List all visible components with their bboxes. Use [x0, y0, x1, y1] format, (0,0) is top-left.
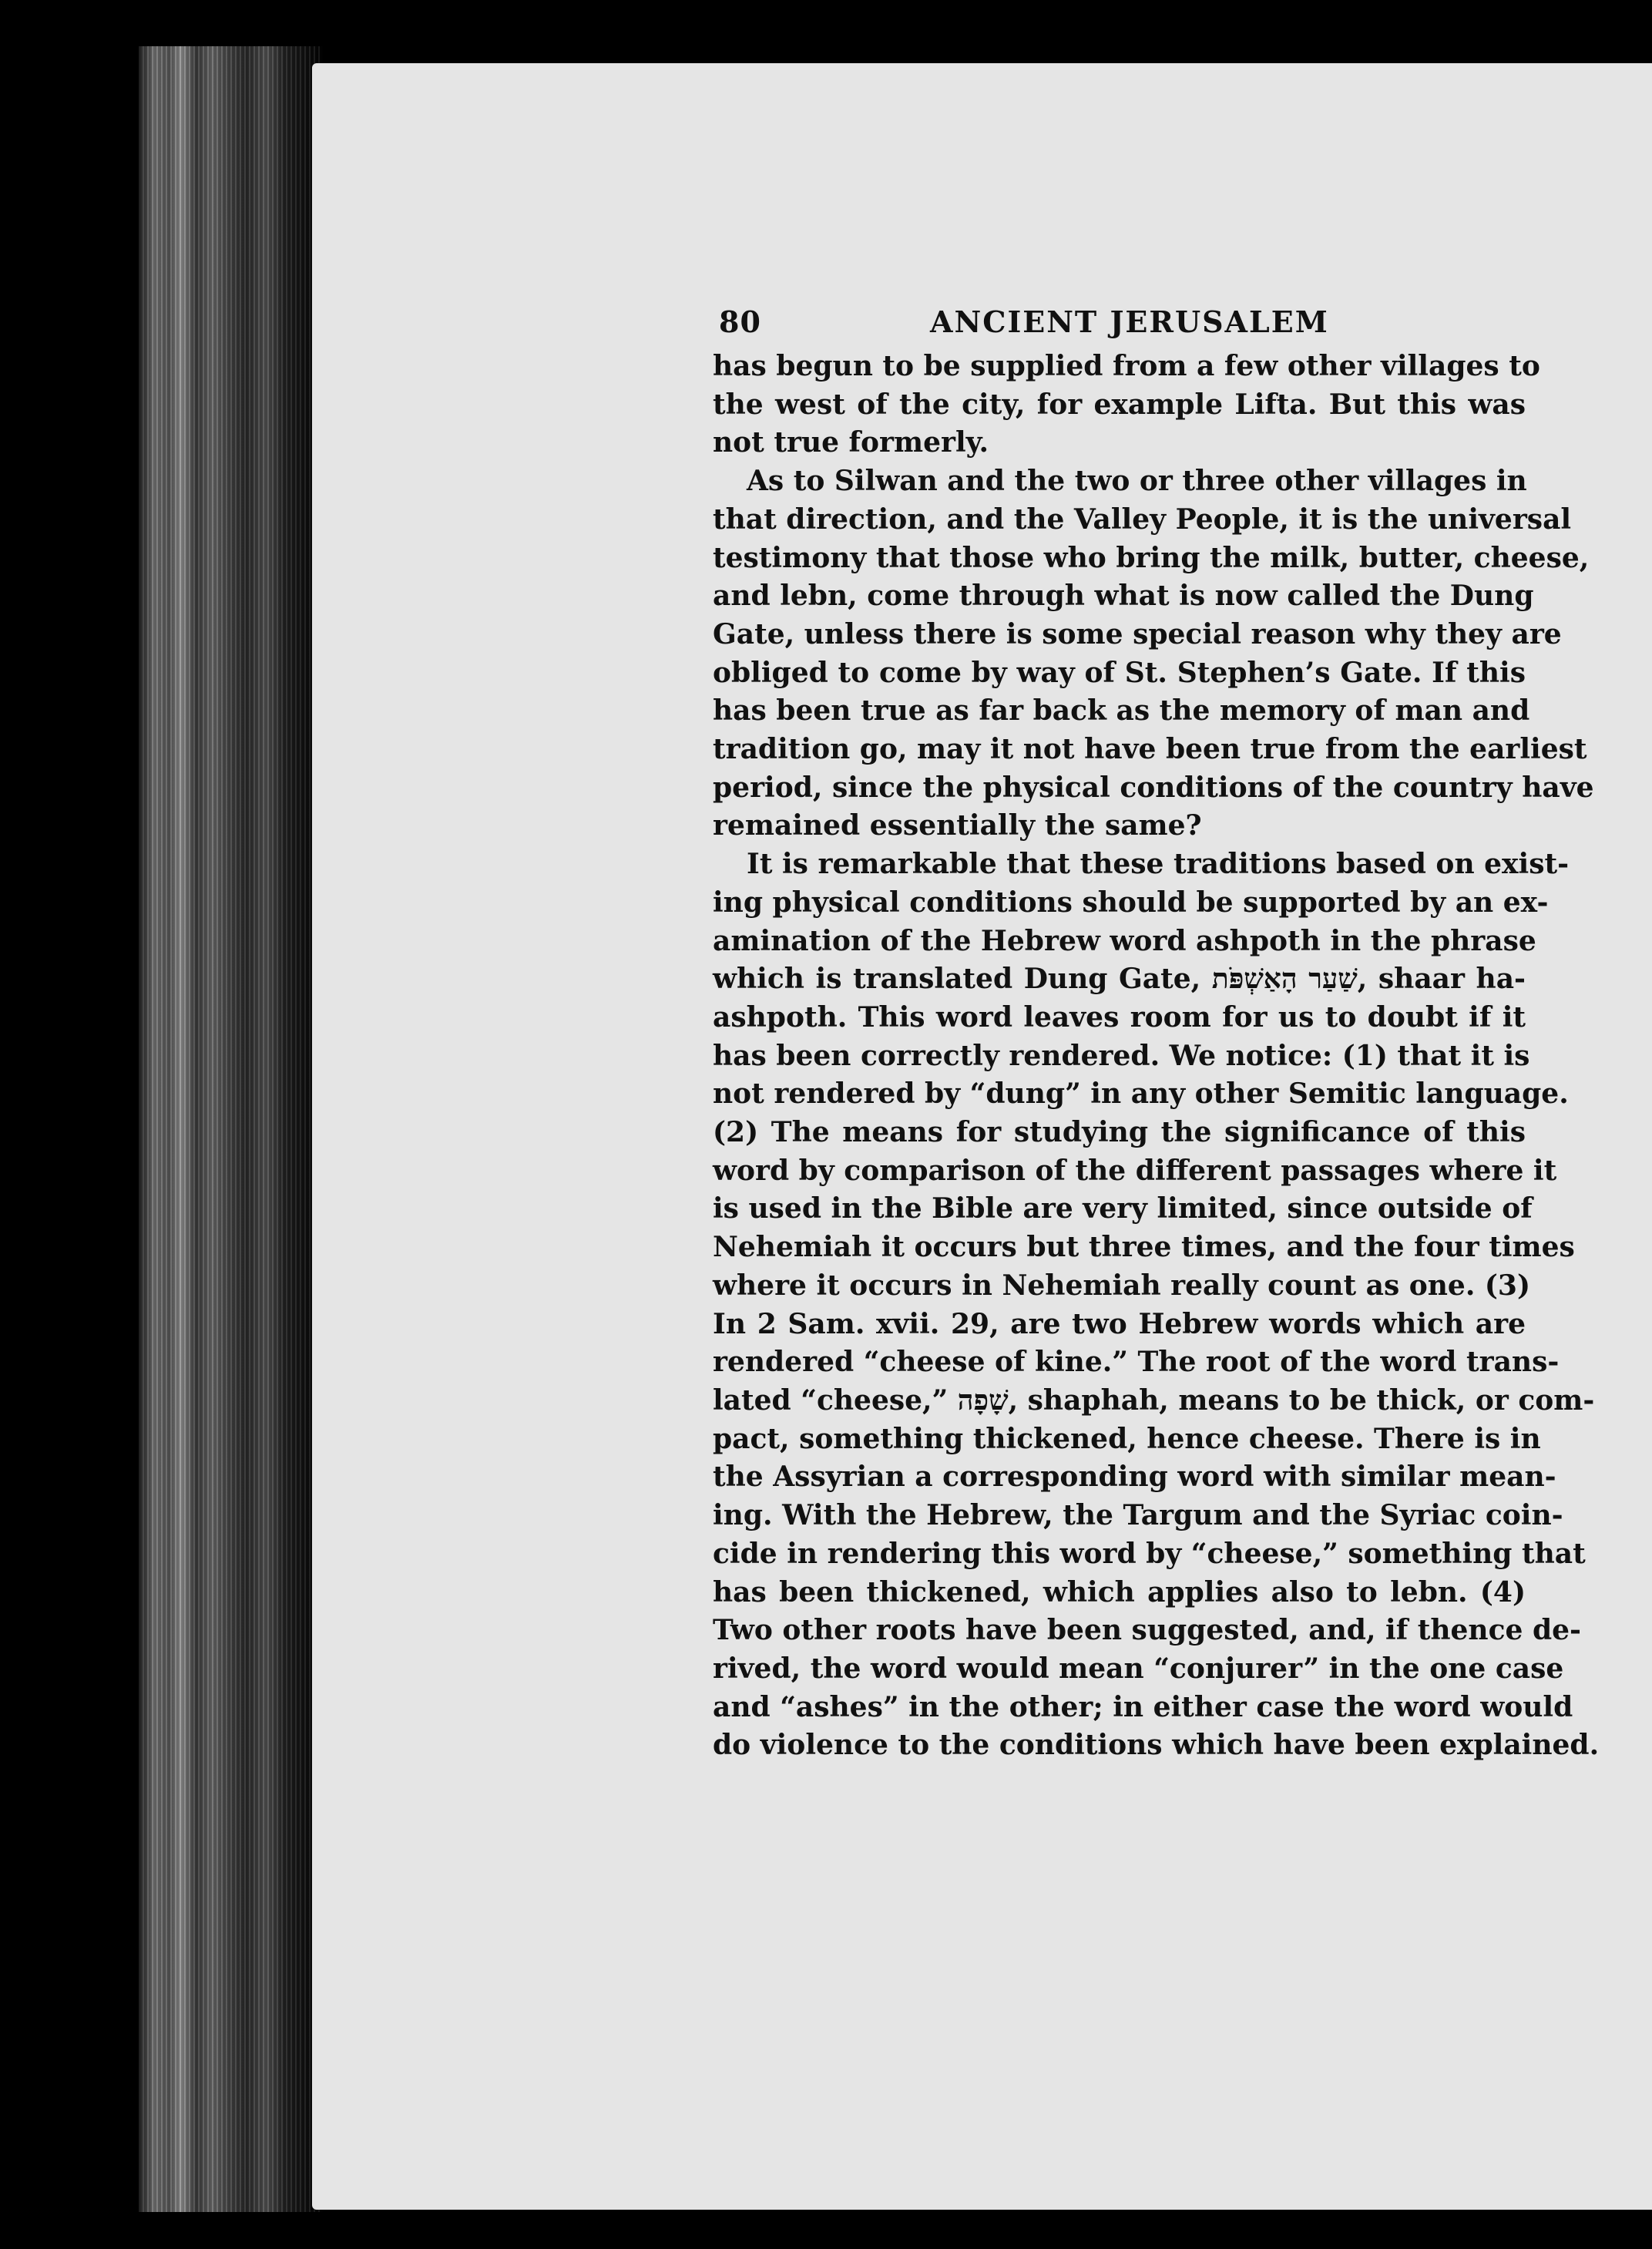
text-line: cide in rendering this word by “cheese,” something that — [713, 1537, 1586, 1570]
page-edge-texture — [143, 46, 320, 2212]
text-line: pact, something thickened, hence cheese. There is in — [713, 1422, 1541, 1455]
text-line: ing. With the Hebrew, the Targum and the Syriac coin- — [713, 1499, 1563, 1532]
text-line: lated “cheese,” שָׁפָה, shaphah, means to be thick, or com- — [713, 1383, 1595, 1417]
paragraph — [713, 845, 1600, 1765]
text-line: ashpoth. This word leaves room for us to doubt if it — [713, 1000, 1526, 1034]
text-line: tradition go, may it not have been true from the earliest — [713, 733, 1587, 766]
text-line: amination of the Hebrew word ashpoth in the phrase — [713, 924, 1536, 957]
text-line: that direction, and the Valley People, it is the universal — [713, 503, 1572, 536]
text-line: and lebn, come through what is now called the Dung — [713, 580, 1534, 613]
page-number: 80 — [719, 304, 761, 339]
text-line: (2) The means for studying the significance of this — [713, 1116, 1526, 1149]
running-title: ANCIENT JERUSALEM — [930, 304, 1329, 339]
text-line: Two other roots have been suggested, and, if thence de- — [713, 1614, 1581, 1647]
text-line: period, since the physical conditions of the country have — [713, 771, 1594, 804]
text-line: remained essentially the same? — [713, 809, 1202, 842]
text-block — [713, 304, 1600, 1765]
text-line: rendered “cheese of kine.” The root of the word trans- — [713, 1346, 1560, 1379]
text-line: which is translated Dung Gate, שַׁעַר הָאַשְׁפֹּת, shaar ha- — [713, 963, 1526, 996]
text-line: obliged to come by way of St. Stephen’s Gate. If this — [713, 656, 1526, 689]
paragraph — [713, 462, 1594, 845]
text-line: not rendered by “dung” in any other Semitic language. — [713, 1077, 1569, 1111]
text-line: Nehemiah it occurs but three times, and the four times — [713, 1231, 1575, 1264]
text-line: and “ashes” in the other; in either case the word would — [713, 1690, 1573, 1723]
text-line: where it occurs in Nehemiah really count as one. (3) — [713, 1269, 1531, 1302]
text-line: In 2 Sam. xvii. 29, are two Hebrew words which are — [713, 1307, 1526, 1340]
text-line: has been thickened, which applies also to lebn. (4) — [713, 1575, 1526, 1609]
text-line: not true formerly. — [713, 426, 989, 459]
text-line: is used in the Bible are very limited, since outside of — [713, 1192, 1533, 1225]
text-line: the west of the city, for example Lifta. But this was — [713, 388, 1526, 421]
text-line: has been true as far back as the memory of man and — [713, 694, 1530, 728]
text-line: testimony that those who bring the milk, butter, cheese, — [713, 541, 1590, 574]
text-line: word by comparison of the different passages where it — [713, 1154, 1557, 1187]
text-line: rived, the word would mean “conjurer” in the one case — [713, 1652, 1564, 1685]
text-line: As to Silwan and the two or three other villages in — [747, 465, 1527, 498]
text-line: has been correctly rendered. We notice: (1) that it is — [713, 1039, 1530, 1072]
paragraph — [713, 348, 1540, 462]
running-head — [713, 304, 1526, 348]
text-line: It is remarkable that these traditions based on exist- — [747, 848, 1570, 881]
text-line: do violence to the conditions which have been explained. — [713, 1729, 1600, 1762]
text-line: ing physical conditions should be supported by an ex- — [713, 886, 1549, 919]
text-line: the Assyrian a corresponding word with similar mean- — [713, 1461, 1556, 1494]
text-line: has begun to be supplied from a few other villages to — [713, 350, 1540, 382]
text-line: Gate, unless there is some special reason why they are — [713, 617, 1562, 650]
